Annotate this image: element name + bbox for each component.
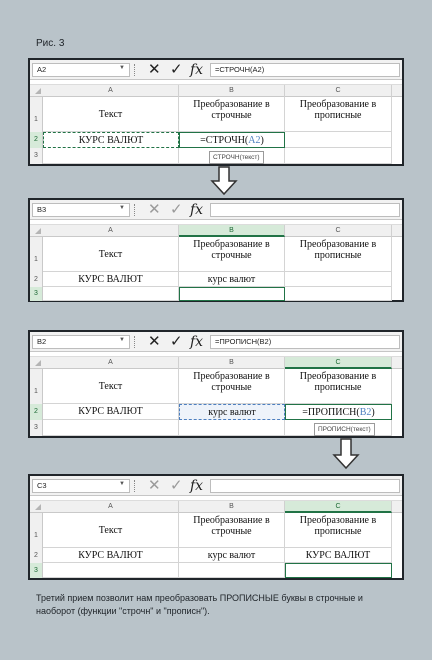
- cell-c1[interactable]: Преобразование в прописные: [285, 97, 392, 132]
- formula-bar-separator: [134, 336, 138, 348]
- name-box[interactable]: A2: [32, 63, 130, 77]
- column-header-c[interactable]: C: [285, 357, 392, 369]
- cell-a3[interactable]: [43, 148, 179, 164]
- formula-bar: [30, 60, 402, 80]
- column-header-a[interactable]: A: [43, 225, 179, 237]
- cell-c2[interactable]: [285, 272, 392, 287]
- select-all-icon[interactable]: [35, 228, 41, 234]
- cell-c3[interactable]: [285, 287, 392, 301]
- cell-b2-editing[interactable]: [179, 132, 285, 148]
- column-header-b[interactable]: B: [179, 357, 285, 369]
- enter-icon[interactable]: ✓: [170, 61, 183, 78]
- row-header-1[interactable]: 1: [30, 513, 43, 548]
- down-arrow-icon: [210, 166, 238, 196]
- formula-input[interactable]: =СТРОЧН(A2): [210, 63, 400, 77]
- figure-label: Рис. 3: [36, 38, 65, 49]
- cell-a1[interactable]: Текст: [43, 513, 179, 548]
- formula-bar-separator: [134, 204, 138, 216]
- column-header-row: [30, 500, 402, 513]
- column-header-a[interactable]: A: [43, 357, 179, 369]
- cell-b1[interactable]: Преобразование в строчные: [179, 97, 285, 132]
- cancel-icon[interactable]: ✕: [148, 477, 161, 494]
- column-header-a[interactable]: A: [43, 501, 179, 513]
- column-header-b[interactable]: B: [179, 225, 285, 237]
- name-box[interactable]: B3: [32, 203, 130, 217]
- cell-c1[interactable]: Преобразование в прописные: [285, 237, 392, 272]
- formula-bar-separator: [134, 480, 138, 492]
- formula-input[interactable]: [210, 203, 400, 217]
- row-header-2[interactable]: 2: [30, 404, 43, 420]
- cell-c1[interactable]: Преобразование в прописные: [285, 369, 392, 404]
- chevron-down-icon[interactable]: ▼: [119, 337, 125, 343]
- formula-reference: A2: [248, 134, 261, 146]
- cell-a2[interactable]: КУРС ВАЛЮТ: [43, 404, 179, 420]
- select-all-icon[interactable]: [35, 360, 41, 366]
- select-all-icon[interactable]: [35, 504, 41, 510]
- formula-prefix: =ПРОПИСН(: [302, 406, 360, 418]
- row-header-2[interactable]: 2: [30, 132, 43, 148]
- cell-c2-editing[interactable]: [285, 404, 392, 420]
- row-header-1[interactable]: 1: [30, 97, 43, 132]
- column-header-row: [30, 224, 402, 237]
- cell-c2[interactable]: КУРС ВАЛЮТ: [285, 548, 392, 563]
- cell-b1[interactable]: Преобразование в строчные: [179, 237, 285, 272]
- column-header-c[interactable]: C: [285, 85, 392, 97]
- formula-prefix: =СТРОЧН(: [200, 134, 249, 146]
- cell-a1[interactable]: Текст: [43, 237, 179, 272]
- insert-function-icon[interactable]: fx: [190, 334, 204, 350]
- enter-icon[interactable]: ✓: [170, 477, 183, 494]
- cell-b2[interactable]: курс валют: [179, 548, 285, 563]
- formula-reference: B2: [359, 406, 372, 418]
- cell-b1[interactable]: Преобразование в строчные: [179, 513, 285, 548]
- row-header-2[interactable]: 2: [30, 272, 43, 287]
- insert-function-icon[interactable]: fx: [190, 202, 204, 218]
- chevron-down-icon[interactable]: ▼: [119, 205, 125, 211]
- name-box[interactable]: C3: [32, 479, 130, 493]
- cell-b3[interactable]: [179, 563, 285, 578]
- spreadsheet-panel-2: [28, 198, 404, 302]
- formula-input[interactable]: =ПРОПИСН(B2): [210, 335, 400, 349]
- chevron-down-icon[interactable]: ▼: [119, 65, 125, 71]
- cancel-icon[interactable]: ✕: [148, 61, 161, 78]
- formula-bar: [30, 476, 402, 496]
- formula-bar: [30, 200, 402, 220]
- column-header-a[interactable]: A: [43, 85, 179, 97]
- formula-bar: [30, 332, 402, 352]
- cell-a3[interactable]: [43, 563, 179, 578]
- cell-a1[interactable]: Текст: [43, 97, 179, 132]
- function-tooltip: ПРОПИСН(текст): [314, 423, 375, 436]
- insert-function-icon[interactable]: fx: [190, 62, 204, 78]
- spreadsheet-panel-4: [28, 474, 404, 580]
- row-header-3[interactable]: 3: [30, 287, 43, 301]
- cell-c1[interactable]: Преобразование в прописные: [285, 513, 392, 548]
- cell-c3-selected[interactable]: [285, 563, 392, 578]
- down-arrow-icon: [332, 438, 360, 470]
- chevron-down-icon[interactable]: ▼: [119, 481, 125, 487]
- cell-a2[interactable]: КУРС ВАЛЮТ: [43, 272, 179, 287]
- row-header-1[interactable]: 1: [30, 369, 43, 404]
- spreadsheet-panel-3: [28, 330, 404, 438]
- figure-caption: Третий прием позволит нам преобразовать ПРОПИСНЫЕ буквы в строчные и наоборот (функции "строчн" и "прописн").: [36, 593, 363, 616]
- select-all-icon[interactable]: [35, 88, 41, 94]
- row-header-3[interactable]: 3: [30, 420, 43, 436]
- column-header-row: [30, 356, 402, 369]
- formula-bar-separator: [134, 64, 138, 76]
- formula-suffix: ): [371, 406, 375, 418]
- column-header-b[interactable]: B: [179, 501, 285, 513]
- enter-icon[interactable]: ✓: [170, 333, 183, 350]
- cell-b1[interactable]: Преобразование в строчные: [179, 369, 285, 404]
- formula-suffix: ): [260, 134, 264, 146]
- function-tooltip: СТРОЧН(текст): [209, 151, 264, 164]
- cell-b3-selected[interactable]: [179, 287, 285, 301]
- row-header-3[interactable]: 3: [30, 563, 43, 578]
- cell-b2-referenced[interactable]: курс валют: [179, 404, 285, 420]
- column-header-b[interactable]: B: [179, 85, 285, 97]
- cell-a2[interactable]: КУРС ВАЛЮТ: [43, 548, 179, 563]
- row-header-3[interactable]: 3: [30, 148, 43, 164]
- enter-icon[interactable]: ✓: [170, 201, 183, 218]
- cell-b2[interactable]: курс валют: [179, 272, 285, 287]
- formula-input[interactable]: [210, 479, 400, 493]
- row-header-2[interactable]: 2: [30, 548, 43, 563]
- column-header-row: [30, 84, 402, 97]
- cell-a2[interactable]: КУРС ВАЛЮТ: [43, 132, 179, 148]
- row-header-1[interactable]: 1: [30, 237, 43, 272]
- cancel-icon[interactable]: ✕: [148, 201, 161, 218]
- column-header-c[interactable]: C: [285, 225, 392, 237]
- cell-c2[interactable]: [285, 132, 392, 148]
- cell-a3[interactable]: [43, 420, 179, 436]
- name-box[interactable]: B2: [32, 335, 130, 349]
- cell-c3[interactable]: [285, 148, 392, 164]
- cell-a3[interactable]: [43, 287, 179, 301]
- spreadsheet-panel-1: [28, 58, 404, 166]
- cell-b3[interactable]: [179, 420, 285, 436]
- cell-a1[interactable]: Текст: [43, 369, 179, 404]
- cancel-icon[interactable]: ✕: [148, 333, 161, 350]
- column-header-c[interactable]: C: [285, 501, 392, 513]
- insert-function-icon[interactable]: fx: [190, 478, 204, 494]
